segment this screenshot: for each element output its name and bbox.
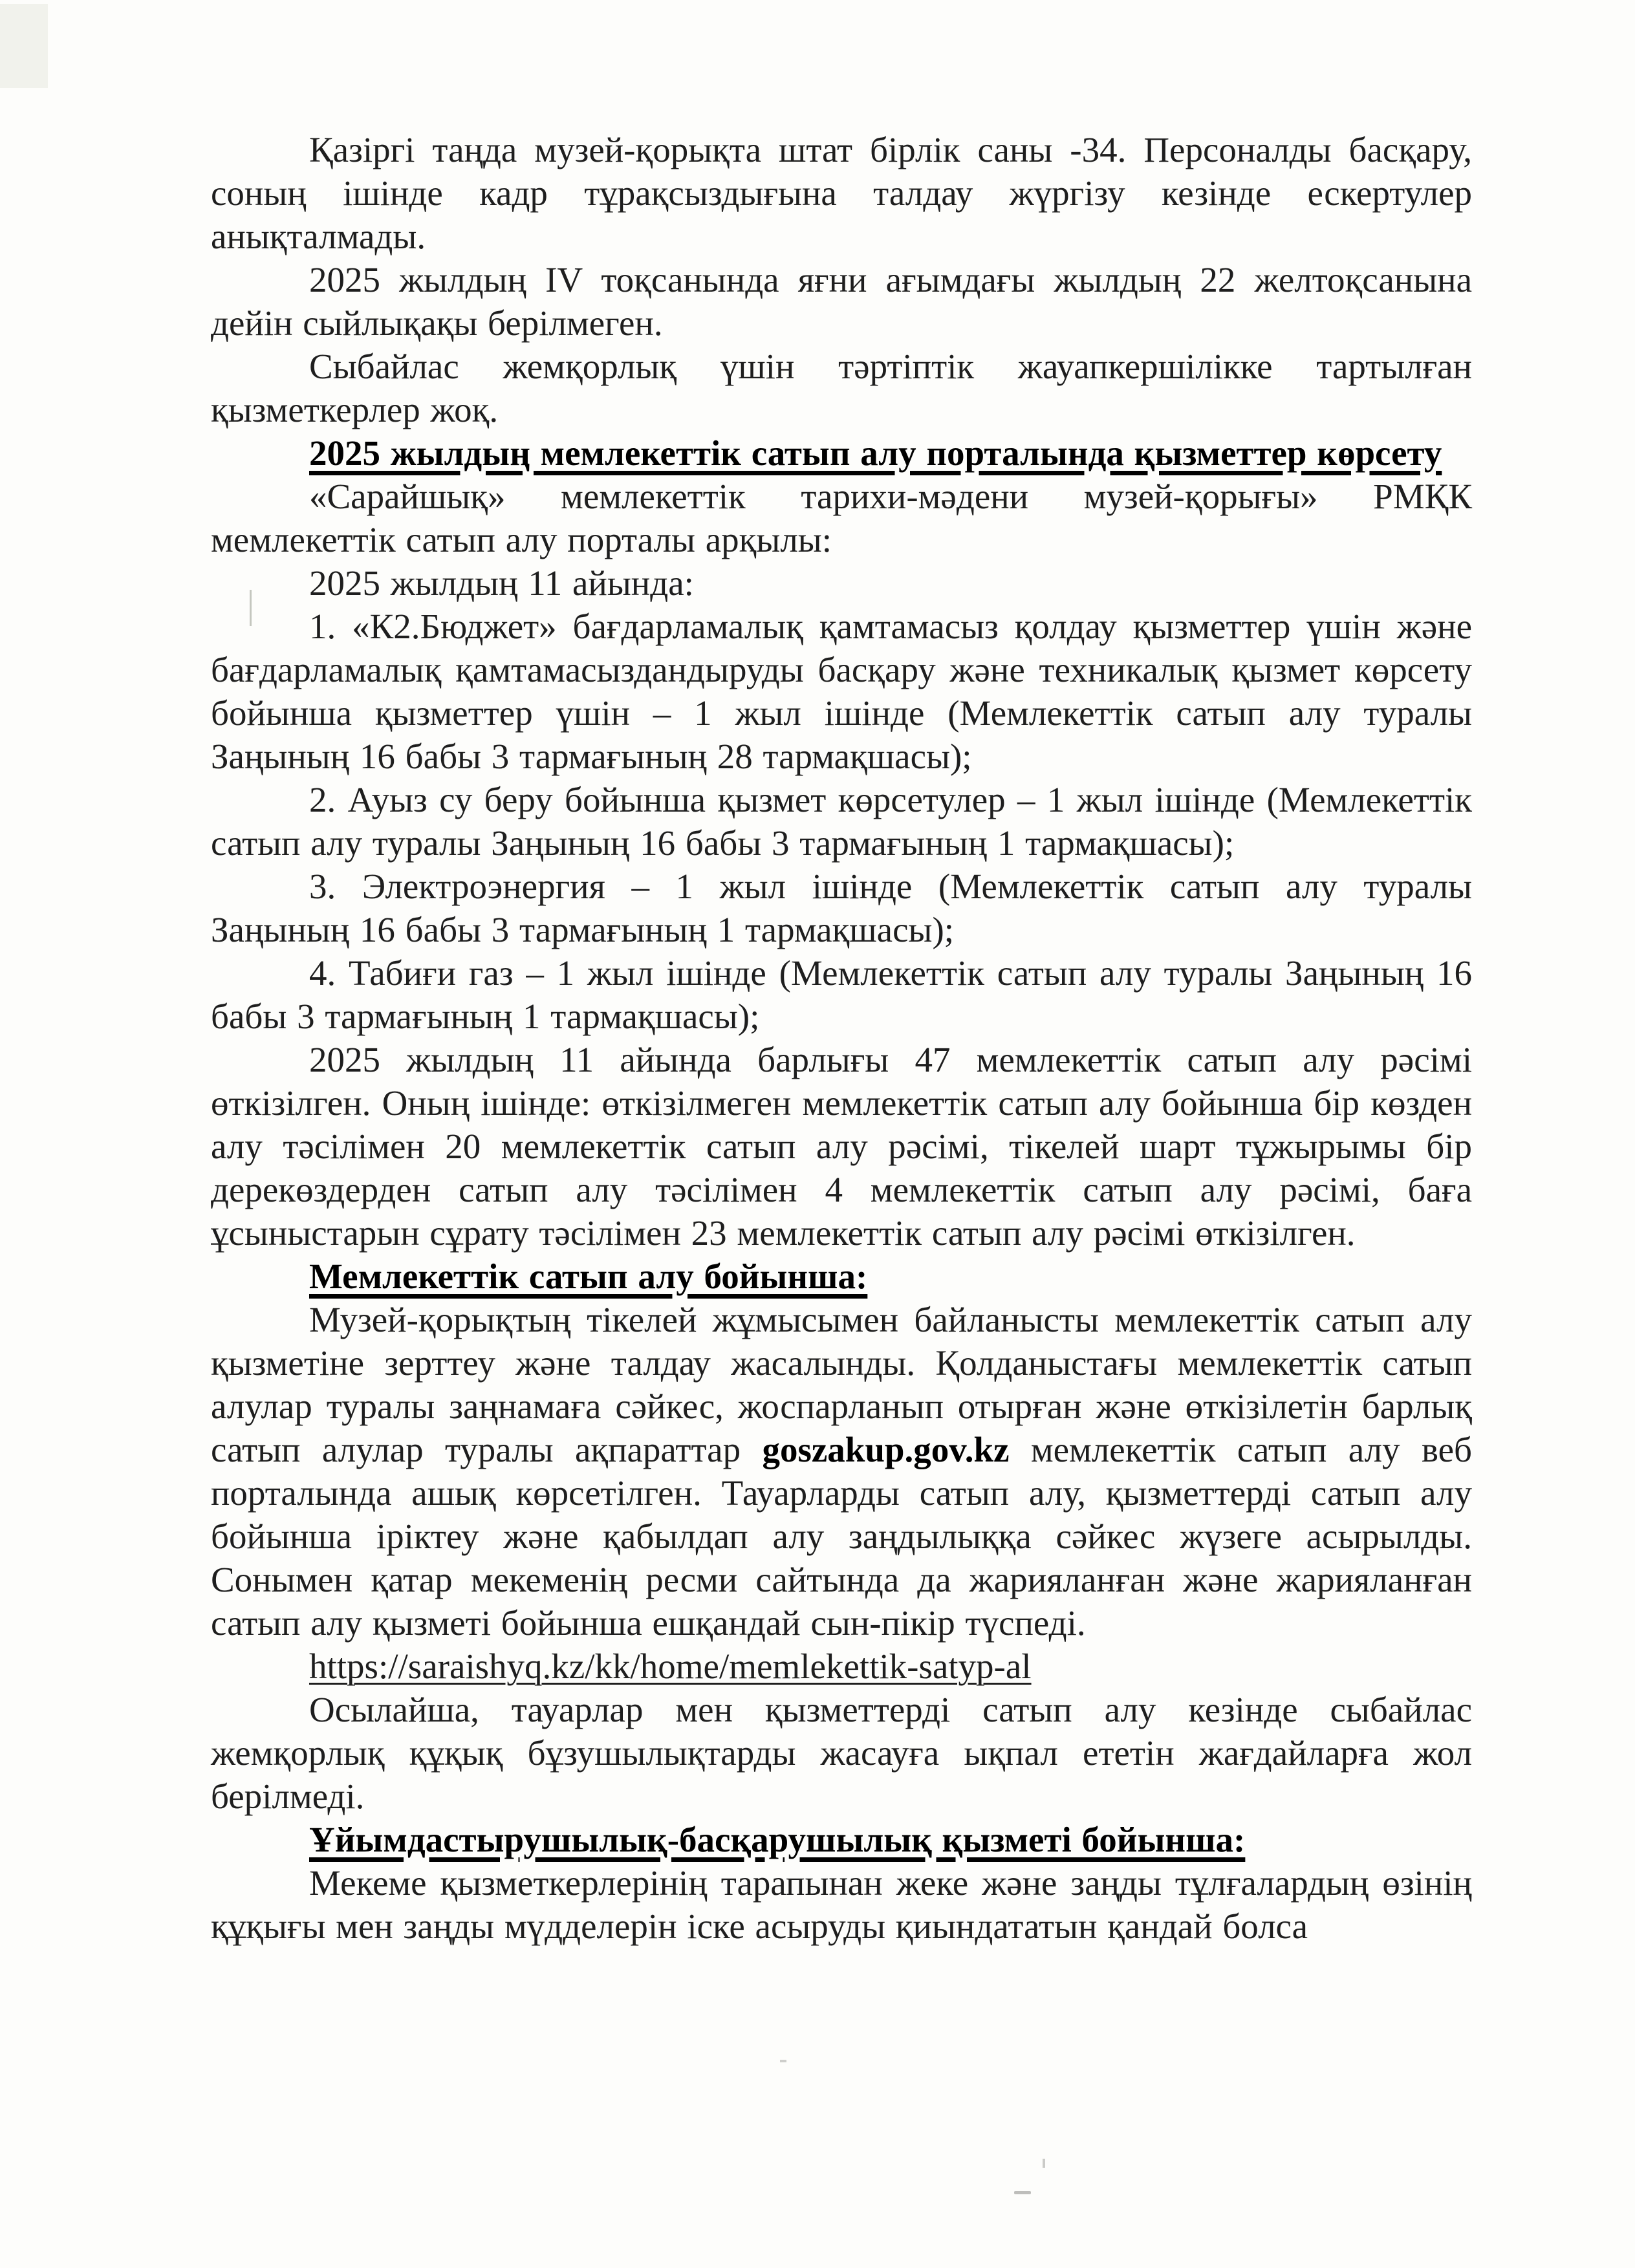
paragraph-bonus-q4: 2025 жылдың IV тоқсанында яғни ағымдағы жылдың 22 желтоқсанына дейін сыйлықақы берілмеген. [211,260,1472,343]
scan-artifact-speck [780,2060,786,2062]
saraishyq-url-text: https://saraishyq.kz/kk/home/memlekettik-satyp-al [309,1647,1032,1686]
paragraph-11-months-intro: 2025 жылдың 11 айында: [309,563,694,603]
list-item-drinking-water: 2. Ауыз су беру бойынша қызмет көрсетулер – 1 жыл ішінде (Мемлекеттік сатып алу туралы Заңының 16 бабы 3 тармағының 1 тармақшасы); [211,780,1472,863]
list-item-natural-gas: 4. Табиғи газ – 1 жыл ішінде (Мемлекеттік сатып алу туралы Заңының 16 бабы 3 тармағының 1 тармақшасы); [211,953,1472,1036]
scan-artifact-speck [1014,2191,1031,2194]
heading-procurement-portal-services: 2025 жылдың мемлекеттік сатып алу порталында қызметтер көрсету [309,433,1442,473]
scan-artifact-speck [1043,2159,1045,2168]
list-item-electricity: 3. Электроэнергия – 1 жыл ішінде (Мемлекеттік сатып алу туралы Заңының 16 бабы 3 тармағының 1 тармақшасы); [211,867,1472,949]
paragraph-museum-via-portal: «Сарайшық» мемлекеттік тарихи-мәдени музей-қорығы» РМҚК мемлекеттік сатып алу порталы арқылы: [211,477,1472,559]
heading-organizational-management: Ұйымдастырушылық-басқарушылық қызметі бойынша: [309,1820,1246,1859]
procurement-analysis-text-before: Музей-қорықтың тікелей жұмысымен байланысты мемлекеттік сатып алу қызметіне зерттеу және талдау жасалынды. Қолданыстағы мемлекеттік сатып алулар туралы заңнамаға сәйкес, жоспарланып отырған және өткізілетін барлық сатып алулар туралы ақпараттар [211,1300,1472,1469]
list-item-k2-budget: 1. «К2.Бюджет» бағдарламалық қамтамасыз қолдау қызметтер үшін және бағдарламалық қамтамасыздандыруды басқару және техникалық қызмет көрсету бойынша қызметтер үшін – 1 жыл ішінде (Мемлекеттік сатып алу туралы Заңының 16 бабы 3 тармағының 28 тармақшасы); [211,607,1472,776]
procurement-analysis-text-after: мемлекеттік сатып алу веб порталында ашық көрсетілген. Тауарларды сатып алу, қызметтерді сатып алу бойынша іріктеу және қабылдап алу заңдылыққа сәйкес жүзеге асырылды. Сонымен қатар мекеменің ресми сайтында да жарияланған және жарияланған сатып алу қызметі бойынша ешқандай сын-пікір түспеді. [211,1430,1472,1643]
goszakup-domain-text: goszakup.gov.kz [762,1430,1010,1469]
paragraph-procurement-analysis [211,1298,1472,1645]
paragraph-staffing: Қазіргі таңда музей-қорықта штат бірлік саны -34. Персоналды басқару, соның ішінде кадр тұрақсыздығына талдау жүргізу кезінде ескертулер анықталмады. [211,130,1472,256]
heading-state-procurement: Мемлекеттік сатып алу бойынша: [309,1257,868,1296]
paragraph-no-corruption-conditions: Осылайша, тауарлар мен қызметтерді сатып алу кезінде сыбайлас жемқорлық құқық бұзушылықтарды жасауға ықпал ететін жағдайларға жол берілмеді. [211,1690,1472,1816]
scan-artifact-smudge [0,4,48,88]
paragraph-employees-rights: Мекеме қызметкерлерінің тарапынан жеке және заңды тұлғалардың өзінің құқығы мен заңды мүдделерін іске асыруды қиындататын қандай болса [211,1863,1472,1946]
paragraph-procurement-totals: 2025 жылдың 11 айында барлығы 47 мемлекеттік сатып алу рәсімі өткізілген. Оның ішінде: өткізілмеген мемлекеттік сатып алу бойынша бір көзден алу тәсілімен 20 мемлекеттік сатып алу рәсімі, тікелей шарт тұжырымы бір дерекөздерден сатып алу тәсілімен 4 мемлекеттік сатып алу рәсімі, баға ұсыныстарын сұрату тәсілімен 23 мемлекеттік сатып алу рәсімі өткізілген. [211,1040,1472,1253]
paragraph-corruption-discipline: Сыбайлас жемқорлық үшін тәртіптік жауапкершілікке тартылған қызметкерлер жоқ. [211,347,1472,429]
